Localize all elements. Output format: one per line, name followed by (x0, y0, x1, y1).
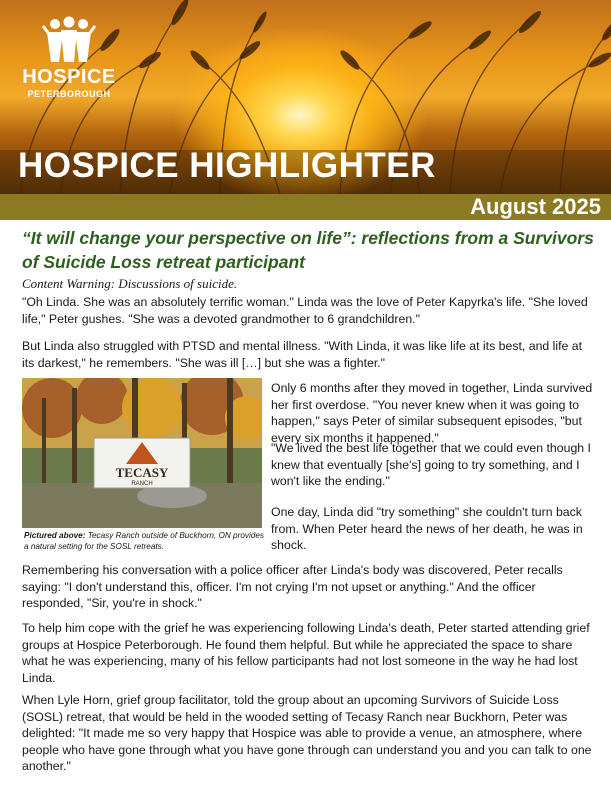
paragraph-3a: Only 6 months after they moved in together, Linda survived her first overdose. "You never knew when it was going to happen," says Peter of similar subsequent episodes, "but every six months it happened." (271, 381, 593, 445)
content-warning: Content Warning: Discussions of suicide. (22, 276, 238, 291)
caption-text: Tecasy Ranch outside of Buckhorn, ON provides a natural setting for the SOSL retreats. (24, 531, 264, 551)
paragraph-2: But Linda also struggled with PTSD and mental illness. "With Linda, it was like life at its best, and life at its darkest," he remembers. "She was ill […] but she was a fighter." (22, 339, 583, 370)
logo-figures-icon (41, 16, 97, 64)
paragraph-5: Remembering his conversation with a police officer after Linda's body was discovered, Peter recalls saying: "I don't understand this, officer. I'm not crying I'm not upset or anything." And the officer responded, "Sir, you're in shock." (22, 563, 563, 610)
header-banner (0, 0, 611, 194)
sign-text: TECASY (115, 465, 169, 480)
tecasy-ranch-photo (22, 378, 262, 528)
hospice-logo (14, 16, 124, 99)
paragraph-3b: "We lived the best life together that we could even though I knew that eventually [she's] going to try something, and I won't like the ending." (271, 441, 591, 488)
article-headline: “It will change your perspective on life”: reflections from a Survivors of Suicide Loss retreat participant (22, 228, 594, 272)
newsletter-title: HOSPICE HIGHLIGHTER (18, 146, 436, 185)
paragraph-7: When Lyle Horn, grief group facilitator, told the group about an upcoming Survivors of Suicide Loss (SOSL) retreat, that would be held in the wooded setting of Tecasy Ranch near Buckhorn, Peter was delighted: "It made me so very happy that Hospice was able to provide a venue, an atmosphere, where people who have gone through what you have gone through can understand you and you can talk to one another." (22, 693, 592, 773)
paragraph-6: To help him cope with the grief he was experiencing following Linda's death, Peter started attending grief groups at Hospice Peterborough. He found them helpful. But while he appreciated the space to share what he was experiencing, many of his fellow participants had not lost someone in the way he had lost Linda. (22, 621, 590, 685)
photo-caption (24, 530, 264, 552)
caption-label: Pictured above: (24, 531, 86, 540)
paragraph-4: One day, Linda did "try something" she couldn't turn back from. When Peter heard the news of her death, he was in shock. (271, 505, 583, 552)
ranch-photo-image (22, 378, 262, 528)
paragraph-1: "Oh Linda. She was an absolutely terrific woman." Linda was the love of Peter Kapyrka's life. "She loved life," Peter gushes. "She was a devoted grandmother to 6 grandchildren." (22, 295, 588, 326)
date-bar (0, 194, 611, 220)
logo-subtitle: PETERBOROUGH (27, 89, 111, 99)
sign-subtext: RANCH (131, 481, 153, 487)
issue-date: August 2025 (470, 194, 601, 219)
logo-wordmark: HOSPICE (22, 66, 116, 88)
